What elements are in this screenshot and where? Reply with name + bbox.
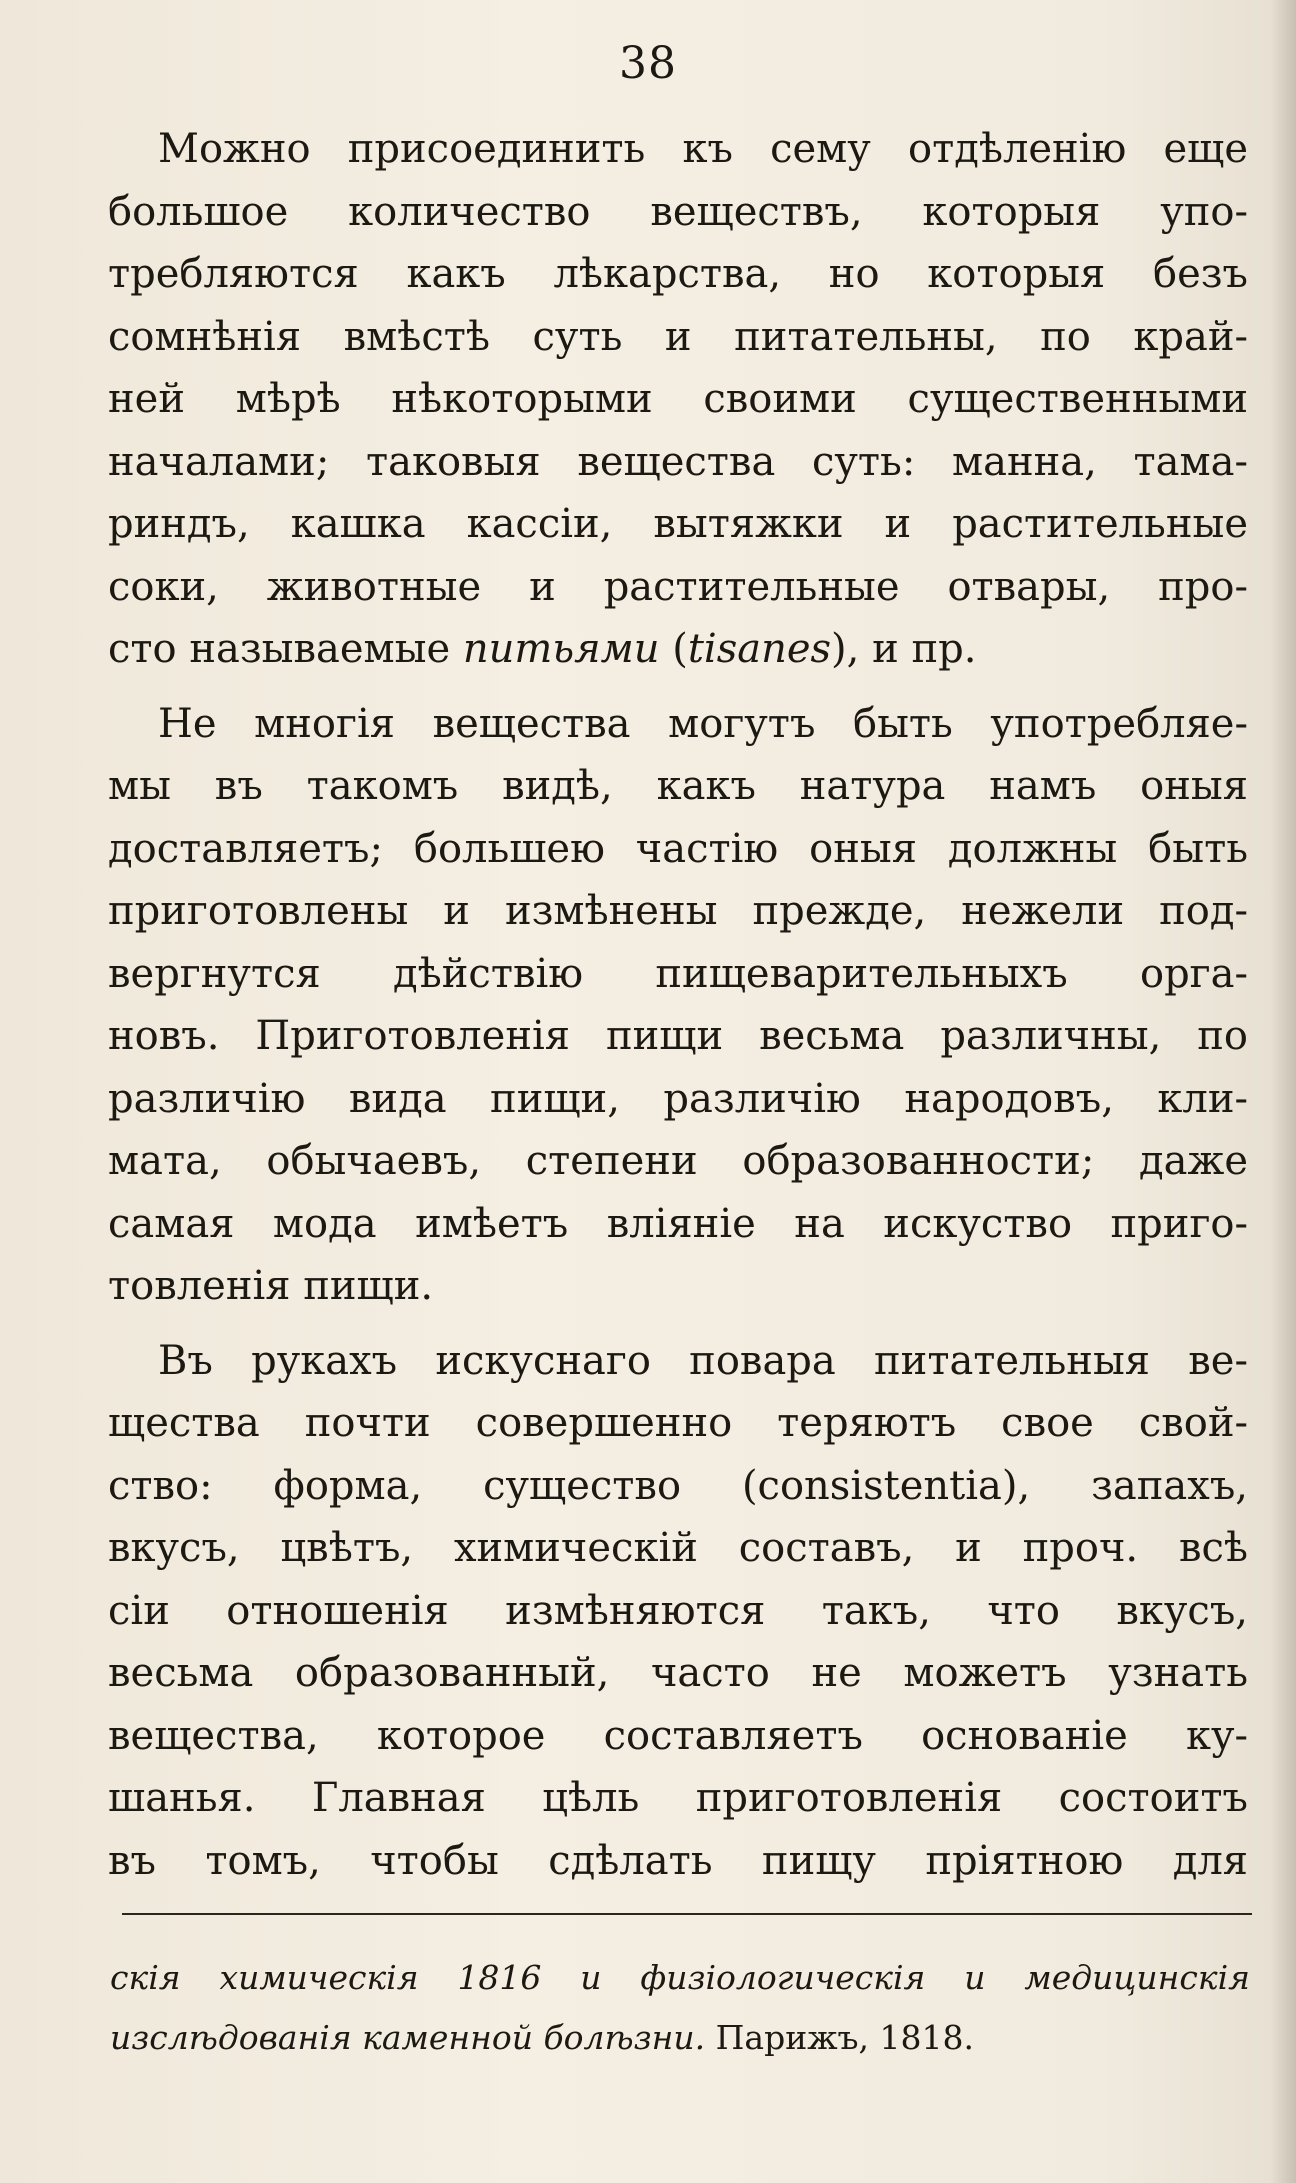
text-line: шанья. Главная цѣль приготовленія состоитъ bbox=[108, 1775, 1248, 1821]
text-line: приготовлены и измѣнены прежде, нежели под- bbox=[108, 888, 1248, 934]
footnote-line: скiя химическія 1816 и физіологическія и медицинскія bbox=[110, 1958, 1250, 1997]
text-line: требляются какъ лѣкарства, но которыя безъ bbox=[108, 251, 1248, 297]
paragraph-3 bbox=[108, 1330, 1248, 1893]
page-edge-shadow bbox=[1270, 0, 1296, 2183]
page-number: 38 bbox=[619, 38, 677, 89]
text-line: вкусъ, цвѣтъ, химическій составъ, и проч. всѣ bbox=[108, 1525, 1248, 1571]
text-line: мата, обычаевъ, степени образованности; даже bbox=[108, 1138, 1248, 1184]
paragraph-1 bbox=[108, 118, 1248, 681]
text-line: доставляетъ; большею частію оныя должны быть bbox=[108, 825, 1248, 872]
main-text bbox=[108, 118, 1248, 1892]
footnote-italic-text: изслѣдованія каменной болѣзни. bbox=[110, 2018, 706, 2057]
text-line: ней мѣрѣ нѣкоторыми своими существенными bbox=[108, 376, 1248, 422]
text-line: соки, животные и растительные отвары, про- bbox=[108, 563, 1248, 610]
footnote-line bbox=[110, 2008, 1250, 2068]
text-line: мы въ такомъ видѣ, какъ натура намъ оныя bbox=[108, 763, 1248, 809]
italic-term: питьями bbox=[462, 626, 660, 672]
text-line: сіи отношенія измѣняются такъ, что вкусъ, bbox=[108, 1587, 1248, 1634]
text-line: въ томъ, чтобы сдѣлать пищу пріятною для bbox=[108, 1837, 1248, 1884]
text-fragment: ), и пр. bbox=[831, 626, 977, 672]
text-fragment: сто называемые bbox=[108, 626, 463, 672]
footnote-divider bbox=[122, 1913, 1252, 1915]
paragraph-2 bbox=[108, 693, 1248, 1318]
text-line: новъ. Приготовленія пищи весьма различны, по bbox=[108, 1013, 1248, 1059]
text-line: вещества, которое составляетъ основаніе ку- bbox=[108, 1712, 1248, 1759]
text-line: Не многія вещества могутъ быть употребляе- bbox=[158, 700, 1248, 747]
footnote bbox=[110, 1948, 1250, 2068]
text-line bbox=[108, 618, 1248, 681]
text-line: самая мода имѣетъ вліяніе на искуство приго- bbox=[108, 1200, 1248, 1247]
text-line: Въ рукахъ искуснаго повара питательныя ве- bbox=[158, 1337, 1248, 1384]
text-line: различію вида пищи, различію народовъ, кли- bbox=[108, 1075, 1248, 1122]
text-line: щества почти совершенно теряютъ свое свой- bbox=[108, 1400, 1248, 1446]
italic-term: tisanes bbox=[687, 626, 832, 672]
text-fragment: ( bbox=[659, 626, 688, 672]
text-line: весьма образованный, часто не можетъ узнать bbox=[108, 1650, 1248, 1696]
text-line: товленія пищи. bbox=[108, 1263, 434, 1309]
text-line: большое количество веществъ, которыя упо- bbox=[108, 188, 1248, 235]
text-line: ство: форма, существо (consistentia), запахъ, bbox=[108, 1462, 1248, 1509]
text-line: вергнутся дѣйствію пищеварительныхъ орга- bbox=[108, 950, 1248, 997]
text-line: риндъ, кашка кассіи, вытяжки и растительные bbox=[108, 501, 1248, 547]
text-line: Можно присоединить къ сему отдѣленію еще bbox=[158, 126, 1248, 172]
text-line: началами; таковыя вещества суть: манна, тама- bbox=[108, 438, 1248, 485]
text-line: сомнѣнія вмѣстѣ суть и питательны, по край- bbox=[108, 313, 1248, 360]
footnote-place-year: Парижъ, 1818. bbox=[705, 2018, 975, 2057]
